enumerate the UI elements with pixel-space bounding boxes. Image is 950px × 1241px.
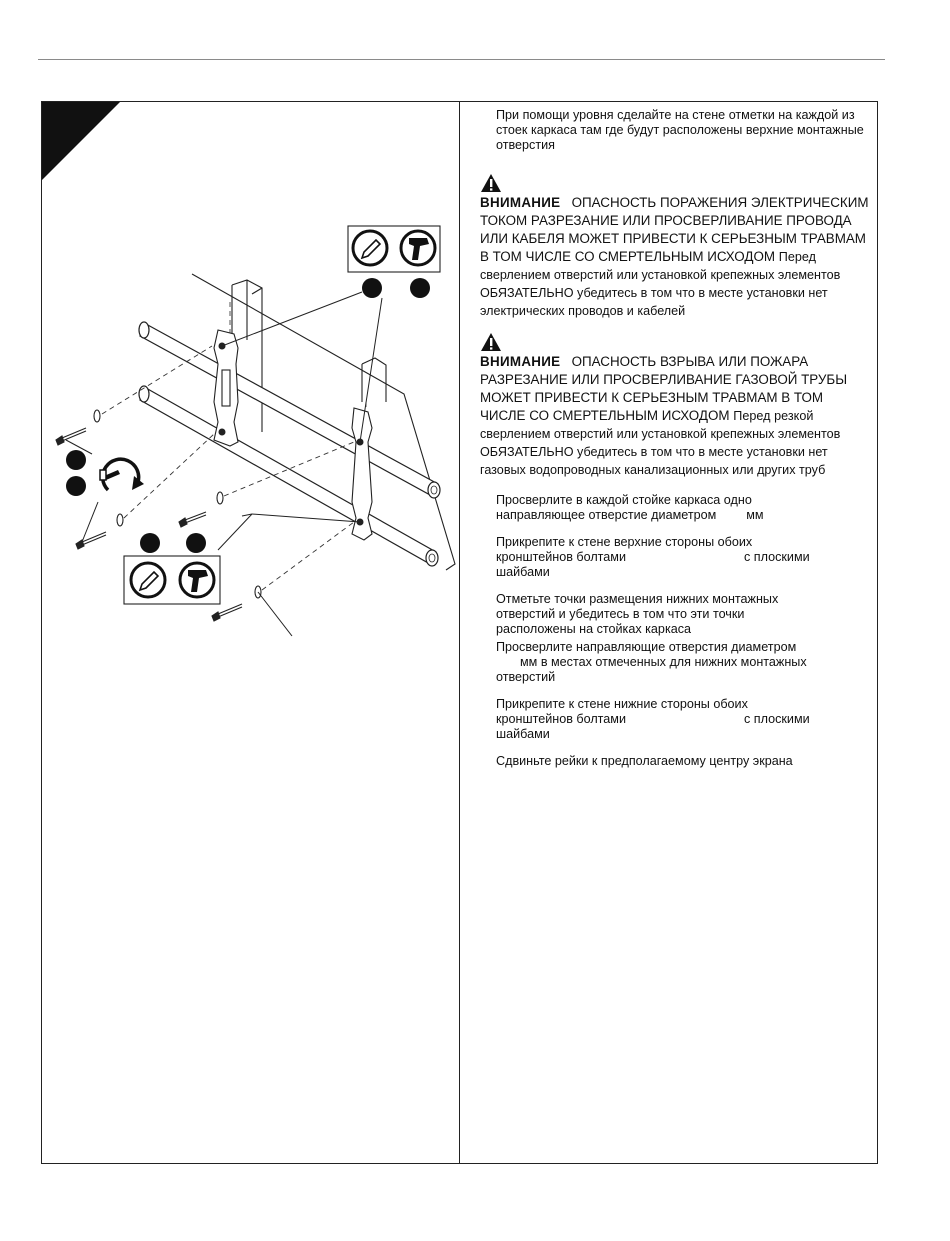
warning-lead: ОПАСНОСТЬ ВЗРЫВА ИЛИ ПОЖАРА РАЗРЕЗАНИЕ ИЛИ ПРОСВЕРЛИВАНИЕ ГАЗОВОЙ ТРУБЫ МОЖЕТ ПРИВЕСТИ К СЕРЬЕЗНЫМ ТРАВМАМ В ТОМ ЧИСЛЕ СО СМЕРТЕЛЬНЫМ ИСХОДОМ (480, 354, 848, 423)
drill-icon (180, 563, 214, 597)
installation-illustration (42, 102, 459, 662)
warning-triangle-icon (480, 332, 502, 352)
wrench-callout (66, 450, 144, 496)
instructions-column (480, 108, 872, 769)
step-item: Просверлите в каждой стойке каркаса одно направляющее отверстие диаметром мм (496, 493, 764, 522)
callout-dot (410, 278, 430, 298)
step-list (480, 493, 872, 769)
warning-title: ВНИМАНИЕ (480, 354, 561, 369)
step-item: Прикрепите к стене нижние стороны обоих кронштейнов болтами с плоскими шайбами (496, 697, 810, 741)
step-corner-triangle (42, 102, 120, 180)
step-item: Сдвиньте рейки к предполагаемому центру экрана (496, 754, 793, 768)
callout-dot (362, 278, 382, 298)
drill-icon (401, 231, 435, 265)
callout-dot (66, 450, 86, 470)
step-item: Прикрепите к стене верхние стороны обоих кронштейнов болтами с плоскими шайбами (496, 535, 810, 579)
upper-rail-end-left (139, 322, 149, 338)
callout-dot (66, 476, 86, 496)
washer (94, 410, 100, 422)
warning-shock (480, 173, 872, 320)
column-divider (459, 101, 460, 1164)
upper-rail-end-right (428, 482, 440, 498)
warning-body: Перед сверлением отверстий или установкой крепежных элементов ОБЯЗАТЕЛЬНО убедитесь в том что в месте установки нет электрических проводов и кабелей (480, 250, 841, 318)
step-item: Просверлите направляющие отверстия диаметром мм в местах отмеченных для нижних монтажных отверстий (496, 640, 807, 684)
intro-instruction: При помощи уровня сделайте на стене отметки на каждой из стоек каркаса там где будут расположены верхние монтажные отверстия (496, 108, 864, 152)
warning-gas (480, 332, 872, 479)
top-rule (38, 59, 885, 60)
ratchet-wrench-icon (100, 459, 144, 490)
tool-icons-bottom (124, 533, 220, 604)
pencil-icon (131, 563, 165, 597)
tool-icons-top (348, 226, 440, 298)
pencil-icon (353, 231, 387, 265)
warning-body: резкой сверлением отверстий или установкой крепежных элементов ОБЯЗАТЕЛЬНО убедитесь в том что в месте установки нет газовых водопроводных канализационных или других труб (480, 409, 841, 477)
callout-dot (186, 533, 206, 553)
step-item: Отметьте точки размещения нижних монтажных отверстий и убедитесь в том что эти точки расположены на стойках каркаса (496, 592, 779, 636)
callout-dot (140, 533, 160, 553)
warning-lead-tail: Перед (733, 409, 771, 423)
warning-title: ВНИМАНИЕ (480, 195, 561, 210)
warning-triangle-icon (480, 173, 502, 193)
lower-rail-end-right (426, 550, 438, 566)
right-stud (362, 358, 386, 402)
warning-lead: ОПАСНОСТЬ ПОРАЖЕНИЯ ЭЛЕКТРИЧЕСКИМ ТОКОМ РАЗРЕЗАНИЕ ИЛИ ПРОСВЕРЛИВАНИЕ ПРОВОДА ИЛИ КАБЕЛЯ МОЖЕТ ПРИВЕСТИ К СЕРЬЕЗНЫМ ТРАВМАМ В ТОМ ЧИСЛЕ СО СМЕРТЕЛЬНЫМ ИСХОДОМ (480, 195, 869, 264)
